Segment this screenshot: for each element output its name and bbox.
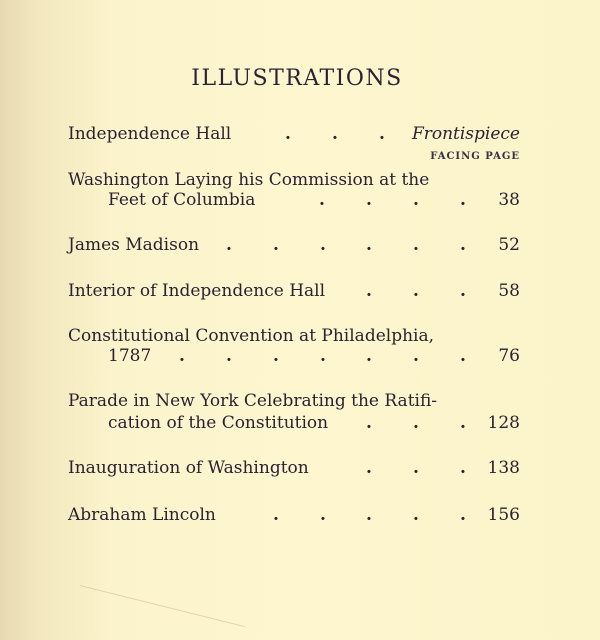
- leader-dot: .: [460, 505, 466, 525]
- leader-dot: .: [366, 413, 372, 433]
- leader-dot: .: [366, 235, 372, 255]
- entry-title-continuation: cation of the Constitution: [108, 413, 329, 433]
- illustration-entry: [68, 390, 520, 412]
- leader-dot: .: [460, 413, 466, 433]
- leader-dot: .: [320, 235, 326, 255]
- leader-dot: .: [320, 505, 326, 525]
- leader-dot: .: [226, 346, 232, 366]
- leader-dot: .: [273, 235, 279, 255]
- leader-dot: .: [273, 346, 279, 366]
- leader-dot: .: [460, 190, 466, 210]
- entry-title: James Madison: [68, 235, 200, 255]
- leader-dot: .: [413, 413, 419, 433]
- leader-dot: .: [285, 124, 291, 144]
- entry-title: Inauguration of Washington: [68, 458, 309, 478]
- leader-dot: .: [413, 458, 419, 478]
- illustration-entry: [68, 504, 520, 526]
- illustration-entry: [68, 325, 520, 347]
- entry-page: 128: [487, 413, 520, 433]
- illustration-entry: [68, 457, 520, 479]
- entry-page: 52: [498, 235, 520, 255]
- entry-page: 76: [498, 346, 520, 366]
- illustration-entry: [68, 169, 520, 191]
- leader-dot: .: [379, 124, 385, 144]
- leader-dot: .: [413, 281, 419, 301]
- entry-page: Frontispiece: [411, 124, 520, 144]
- leader-dot: .: [366, 190, 372, 210]
- entry-title-continuation: 1787: [108, 346, 152, 366]
- illustration-entry-continuation: [68, 189, 520, 211]
- entry-page: 58: [498, 281, 520, 301]
- leader-dot: .: [226, 235, 232, 255]
- entry-title-continuation: Feet of Columbia: [108, 190, 256, 210]
- entry-title: Abraham Lincoln: [68, 505, 216, 525]
- leader-dot: .: [460, 458, 466, 478]
- illustration-entry-continuation: [68, 412, 520, 434]
- paper-crease: [79, 585, 245, 629]
- leader-dot: .: [460, 281, 466, 301]
- leader-dot: .: [413, 190, 419, 210]
- leader-dot: .: [320, 346, 326, 366]
- page-title-text: ILLUSTRATIONS: [191, 66, 403, 91]
- entry-title: Constitutional Convention at Philadelphia,: [68, 326, 435, 346]
- entry-page: 38: [498, 190, 520, 210]
- entry-title: Washington Laying his Commission at the: [68, 170, 430, 190]
- illustration-entry: [68, 123, 520, 145]
- leader-dot: .: [366, 281, 372, 301]
- leader-dot: .: [413, 346, 419, 366]
- leader-dot: .: [413, 235, 419, 255]
- entry-title: Independence Hall: [68, 124, 232, 144]
- illustration-entry: [68, 280, 520, 302]
- leader-dot: .: [366, 505, 372, 525]
- leader-dot: .: [332, 124, 338, 144]
- illustration-entry: [68, 234, 520, 256]
- leader-dot: .: [413, 505, 419, 525]
- entry-page: 138: [487, 458, 520, 478]
- leader-dot: .: [460, 235, 466, 255]
- column-header-facing-page: FACING PAGE: [430, 151, 520, 162]
- entry-title: Parade in New York Celebrating the Ratifi-: [68, 391, 438, 411]
- leader-dot: .: [319, 190, 325, 210]
- entry-page: 156: [487, 505, 520, 525]
- page-title: [0, 66, 600, 91]
- leader-dot: .: [366, 458, 372, 478]
- leader-dot: .: [366, 346, 372, 366]
- illustration-entry-continuation: [68, 345, 520, 367]
- leader-dot: .: [460, 346, 466, 366]
- entry-title: Interior of Independence Hall: [68, 281, 326, 301]
- leader-dot: .: [179, 346, 185, 366]
- leader-dot: .: [273, 505, 279, 525]
